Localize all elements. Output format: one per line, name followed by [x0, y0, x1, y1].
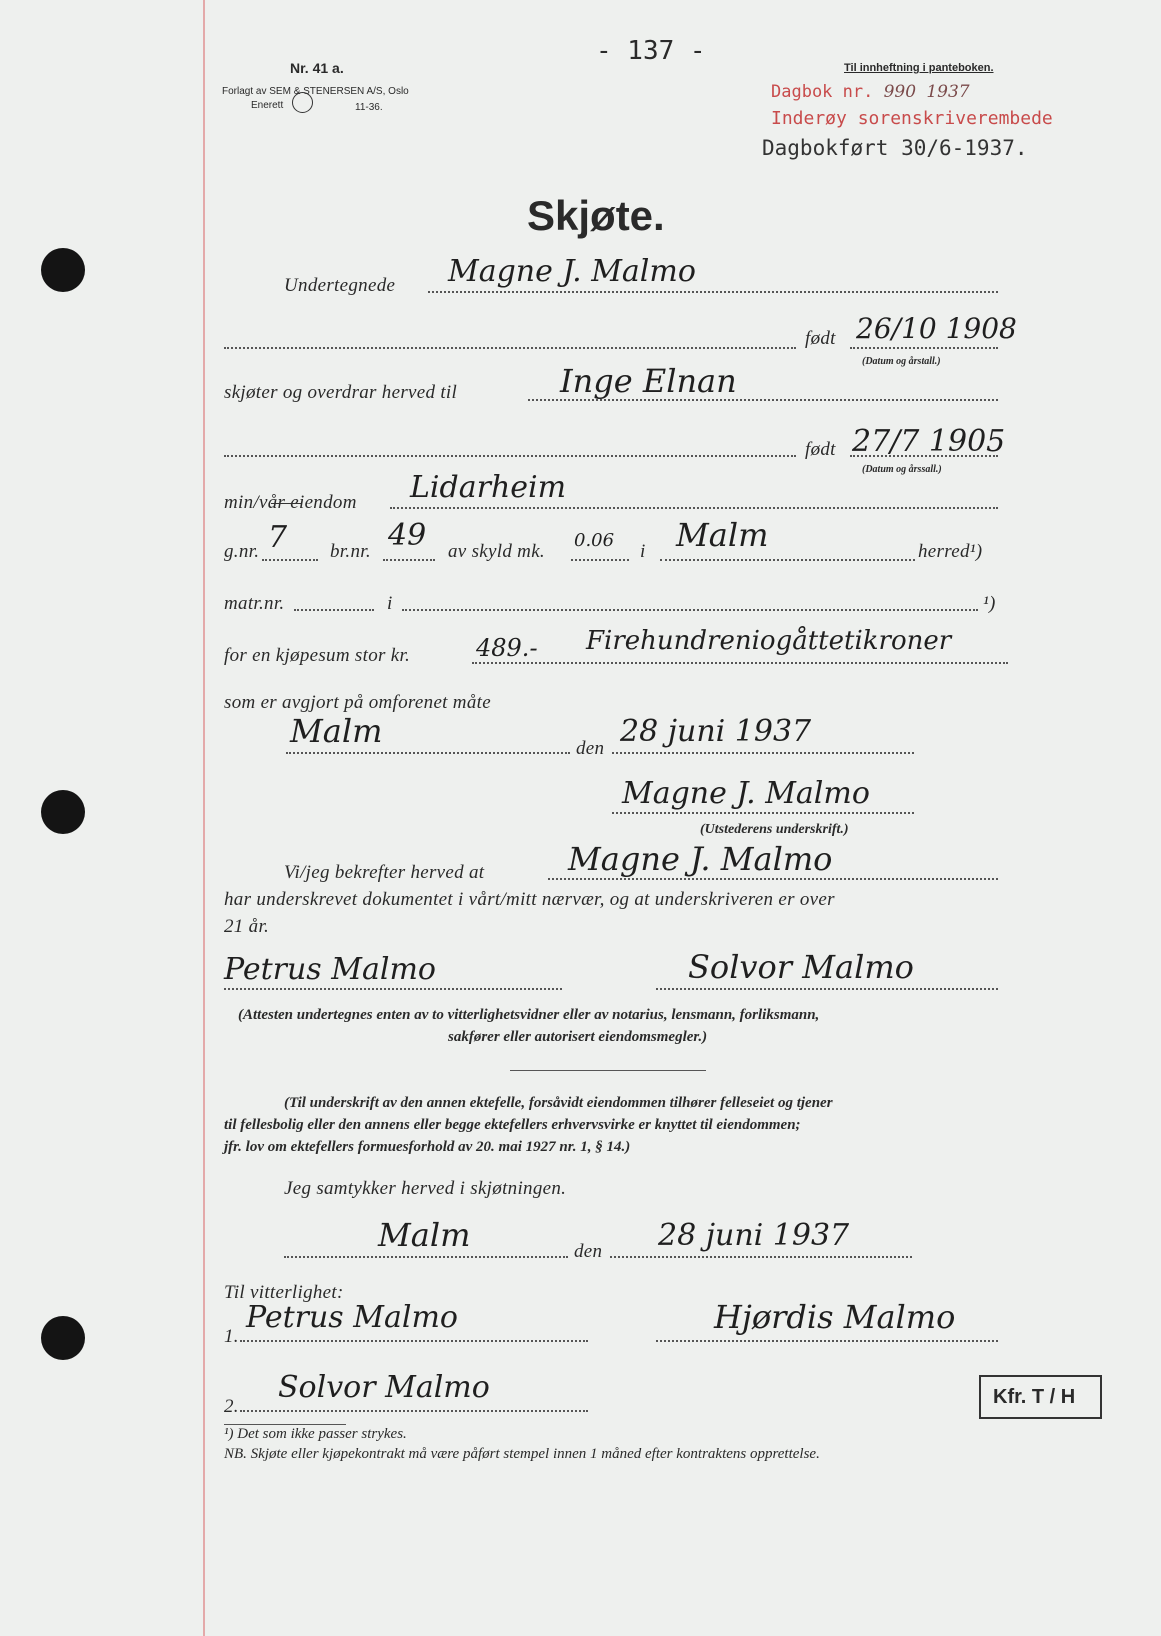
herred-value: Malm: [676, 516, 769, 554]
footnote: ¹) Det som ikke passer strykes.: [224, 1426, 407, 1442]
bekrefter-line: [548, 878, 998, 880]
skyld-value: 0.06: [574, 530, 615, 551]
herred-i-label: i: [640, 541, 646, 562]
attest-note-2: sakfører eller autorisert eiendomsmegler.): [448, 1029, 708, 1045]
witness-sig1-line: [224, 988, 562, 990]
witness-signature-1: Petrus Malmo: [224, 952, 436, 987]
form-number: Nr. 41 a.: [290, 60, 344, 76]
attest-note-1: (Attesten undertegnes enten av to vitterlighetsvidner eller av notarius, lensmann, forliksmann,: [238, 1007, 820, 1023]
date-line: [612, 752, 914, 754]
undertegnede-signature: Magne J. Malmo: [448, 254, 696, 289]
office-stamp: Inderøy sorenskriverembede: [771, 108, 1053, 129]
publisher-logo-icon: [292, 92, 313, 113]
eiendom-value: Lidarheim: [410, 470, 567, 505]
samtykker-label: Jeg samtykker herved i skjøtningen.: [284, 1178, 567, 1199]
place2-value: Malm: [378, 1216, 471, 1254]
bekrefter-signature: Magne J. Malmo: [568, 840, 833, 878]
seller-signature-line: [612, 812, 914, 814]
fodt1-leader-line: [224, 347, 796, 349]
gnr-label: g.nr.: [224, 541, 260, 562]
dagbokfort-stamp: Dagbokført 30/6-1937.: [762, 136, 1028, 160]
brnr-line: [383, 559, 435, 561]
seller-signature: Magne J. Malmo: [622, 776, 870, 811]
bekrefter-label: Vi/jeg bekrefter herved at: [284, 862, 485, 883]
fodt1-label: født: [805, 328, 836, 349]
eiendom-line: [390, 507, 998, 509]
bekrefter-text-2: 21 år.: [224, 916, 270, 937]
spouse-note-1: (Til underskrift av den annen ektefelle, forsåvidt eiendommen tilhører felleseiet og tjener: [284, 1095, 833, 1111]
bekrefter-text-1: har underskrevet dokumentet i vårt/mitt nærvær, og at underskriveren er over: [224, 889, 835, 910]
avgjort-label: som er avgjort på omforenet måte: [224, 692, 491, 713]
margin-line: [203, 0, 205, 1636]
gnr-line: [262, 559, 318, 561]
witness-sig2-line: [656, 988, 998, 990]
matr-herred-line: [402, 609, 978, 611]
publisher-line: Forlagt av SEM & STENERSEN A/S, Oslo: [222, 86, 409, 97]
fodt1-line: [850, 347, 998, 349]
date2-line: [610, 1256, 912, 1258]
separator-line: [510, 1070, 706, 1071]
skyld-label: av skyld mk.: [448, 541, 545, 562]
dagbok-nr-value: 990: [883, 82, 917, 102]
witness2-signature: Solvor Malmo: [278, 1370, 490, 1405]
place-line: [286, 752, 570, 754]
undertegnede-line: [428, 291, 998, 293]
spouse-note-3: jfr. lov om ektefellers formuesforhold av 20. mai 1927 nr. 1, § 14.): [224, 1139, 631, 1155]
publisher-rights: Enerett: [251, 100, 284, 111]
place2-line: [284, 1256, 568, 1258]
kjopesum-words: Firehundreniogåttetikroner: [586, 626, 952, 656]
document-title: Skjøte.: [527, 192, 665, 239]
matr-line: [294, 609, 374, 611]
kfr-stamp: Kfr. T / H: [979, 1375, 1102, 1419]
buyer-signature: Inge Elnan: [560, 362, 737, 400]
matr-note: ¹): [983, 593, 996, 614]
witness2-line: [240, 1410, 588, 1412]
page-number: - 137 -: [596, 36, 706, 66]
punch-hole-top: [41, 248, 85, 292]
witness-signature-2: Solvor Malmo: [688, 948, 914, 986]
binding-note: Til innheftning i panteboken.: [844, 62, 994, 74]
kjopesum-label: for en kjøpesum stor kr.: [224, 645, 411, 666]
matr-label: matr.nr.: [224, 593, 285, 614]
witness1-line: [240, 1340, 588, 1342]
witness1-signature: Petrus Malmo: [246, 1300, 458, 1335]
eiendom-label: min/vår eiendom: [224, 492, 357, 513]
dagbok-nr-label: Dagbok nr.: [771, 82, 874, 102]
spouse-sig-line: [656, 1340, 998, 1342]
witness1-number: 1.: [224, 1326, 239, 1347]
fodt2-leader-line: [224, 455, 796, 457]
datum-note-2: (Datum og årssall.): [862, 464, 942, 475]
gnr-value: 7: [268, 520, 288, 555]
kjopesum-line: [472, 662, 1008, 664]
skyld-line: [571, 559, 629, 561]
nb-note: NB. Skjøte eller kjøpekontrakt må være påført stempel innen 1 måned efter kontraktens opprettelse.: [224, 1446, 820, 1462]
dagbok-year: 1937: [926, 82, 970, 102]
kjopesum-value: 489.-: [476, 634, 538, 662]
eiendom-strike: [271, 503, 301, 504]
date2-value: 28 juni 1937: [658, 1218, 850, 1253]
fodt2-value: 27/7 1905: [852, 424, 1006, 459]
publisher-date: 11-36.: [355, 102, 383, 113]
herred-label: herred¹): [918, 541, 983, 562]
witness2-number: 2.: [224, 1396, 239, 1417]
fodt1-value: 26/10 1908: [856, 312, 1017, 345]
den2-label: den: [574, 1241, 603, 1262]
herred-line: [660, 559, 915, 561]
dagbok-nr-stamp: [771, 82, 970, 102]
footnote-rule: [224, 1424, 346, 1425]
brnr-value: 49: [388, 518, 427, 553]
datum-note-1: (Datum og årstall.): [862, 356, 941, 367]
undertegnede-label: Undertegnede: [284, 275, 396, 296]
punch-hole-middle: [41, 790, 85, 834]
punch-hole-bottom: [41, 1316, 85, 1360]
utsteder-note: (Utstederens underskrift.): [700, 822, 849, 837]
den-label: den: [576, 738, 605, 759]
vitterlighet-label: Til vitterlighet:: [224, 1282, 344, 1303]
place-value: Malm: [290, 712, 383, 750]
brnr-label: br.nr.: [330, 541, 371, 562]
date-value: 28 juni 1937: [620, 714, 812, 749]
spouse-signature: Hjørdis Malmo: [714, 1298, 956, 1336]
fodt2-label: født: [805, 439, 836, 460]
matr-i-label: i: [387, 593, 393, 614]
spouse-note-2: til fellesbolig eller den annens eller begge ektefellers erhvervsvirke er knyttet til eiendommen;: [224, 1117, 801, 1133]
skjoter-label: skjøter og overdrar herved til: [224, 382, 458, 403]
